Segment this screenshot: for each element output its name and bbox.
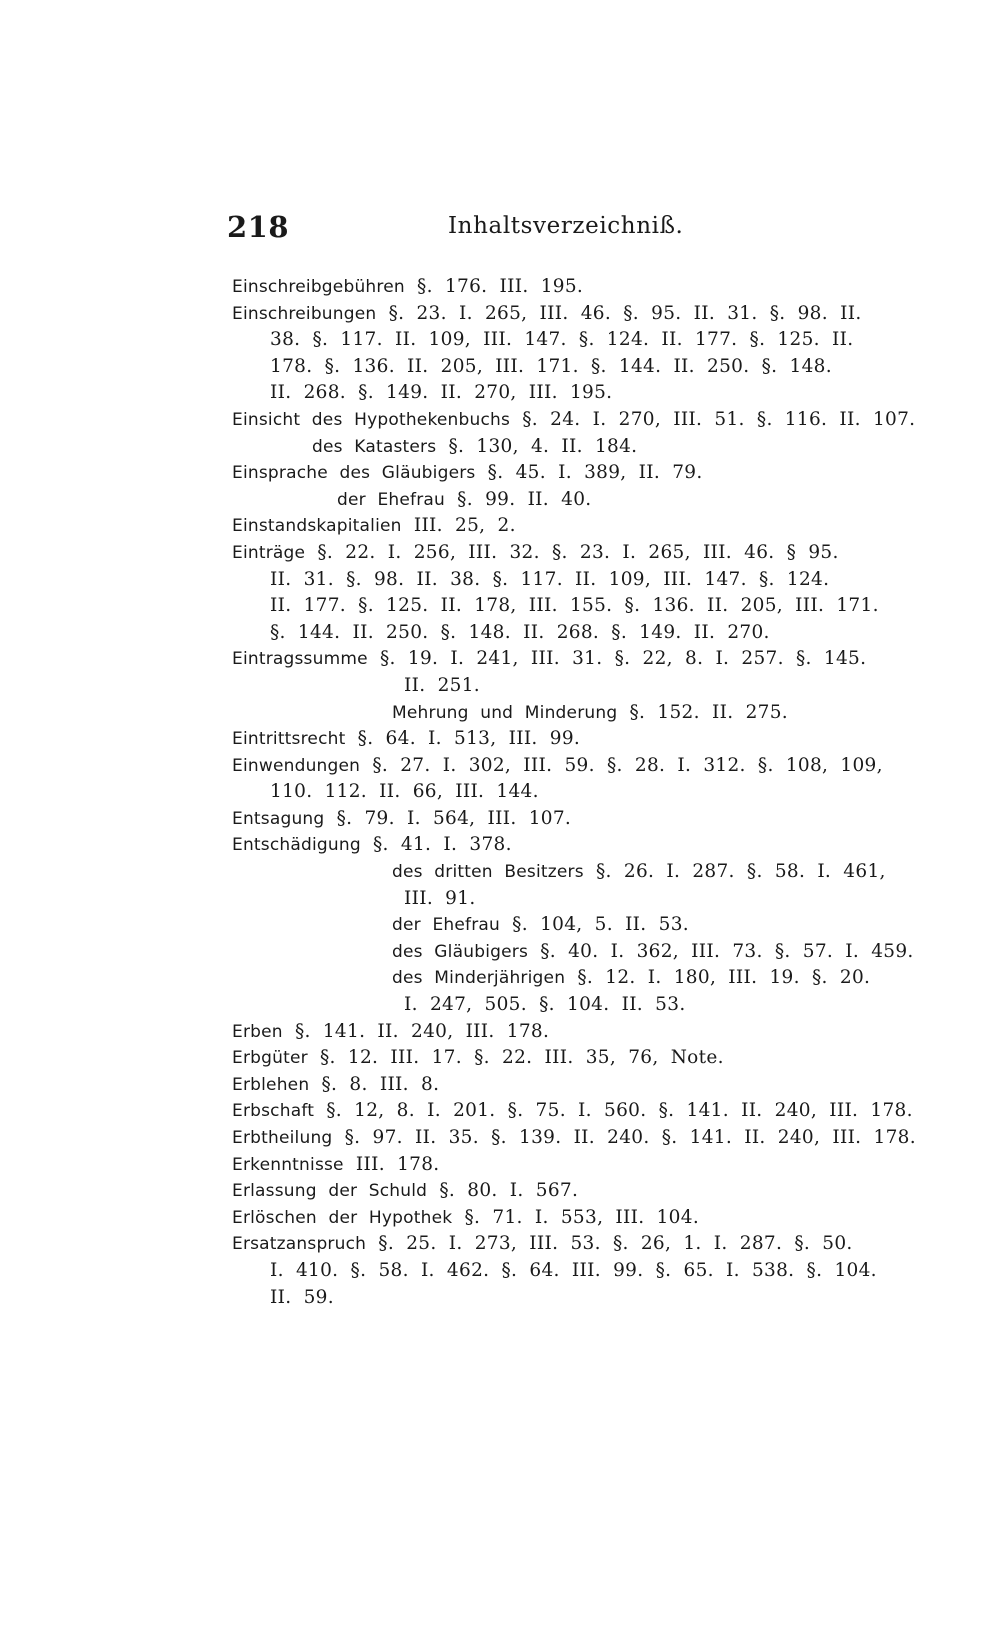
- entry-references: §. 80. I. 567.: [427, 1180, 579, 1202]
- index-entry: [232, 301, 872, 328]
- entry-references: §. 23. I. 265, III. 46. §. 95. II. 31. §. 98. II.: [376, 302, 862, 324]
- entry-continuation: II. 31. §. 98. II. 38. §. 117. II. 109, III. 147. §. 124.: [270, 568, 830, 590]
- entry-references: §. 12. I. 180, III. 19. §. 20.: [565, 967, 871, 989]
- subentry-heading: Mehrung und Minderung: [392, 702, 618, 723]
- entry-references: §. 40. I. 362, III. 73. §. 57. I. 459.: [528, 940, 914, 962]
- entry-heading: Eintrittsrecht: [232, 729, 346, 750]
- entry-heading: Erben: [232, 1021, 283, 1042]
- entry-references: §. 12, 8. I. 201. §. 75. I. 560. §. 141. II. 240, III. 178.: [314, 1100, 913, 1122]
- entry-references: §. 104, 5. II. 53.: [499, 914, 689, 936]
- entry-references: §. 99. II. 40.: [444, 488, 592, 510]
- index-entry: [232, 806, 872, 833]
- entry-heading: Einsicht des Hypothekenbuchs: [232, 409, 511, 430]
- entry-heading: Einschreibgebühren: [232, 277, 405, 297]
- entry-continuation: III. 91.: [404, 887, 476, 909]
- entry-references: §. 22. I. 256, III. 32. §. 23. I. 265, III. 46. § 95.: [305, 541, 839, 563]
- entry-continuation: I. 247, 505. §. 104. II. 53.: [404, 994, 686, 1016]
- entry-heading: Entsagung: [232, 808, 325, 829]
- entry-references: §. 45. I. 389, II. 79.: [475, 462, 703, 484]
- subentry-heading: des dritten Besitzers: [392, 862, 584, 883]
- entry-heading: Einschreibungen: [232, 303, 377, 324]
- entry-heading: Einsprache des Gläubigers: [232, 463, 476, 484]
- index-entry: [232, 407, 916, 434]
- entry-references: §. 71. I. 553, III. 104.: [452, 1206, 700, 1228]
- entry-references: §. 25. I. 273, III. 53. §. 26, 1. I. 287. §. 50.: [366, 1233, 853, 1255]
- entry-heading: Erkenntnisse: [232, 1154, 344, 1175]
- index-entry: [232, 540, 872, 567]
- entry-continuation: II. 268. §. 149. II. 270, III. 195.: [270, 382, 613, 404]
- subentry-heading: des Katasters: [312, 436, 437, 457]
- entry-continuation: I. 410. §. 58. I. 462. §. 64. III. 99. §. 65. I. 538. §. 104.: [270, 1259, 877, 1281]
- index-entry: [232, 1019, 872, 1046]
- index-entry: [232, 1231, 872, 1258]
- index-subentry: [232, 939, 914, 966]
- entry-heading: Einstandskapitalien: [232, 516, 402, 537]
- entry-heading: Einwendungen: [232, 755, 361, 776]
- index-entry: [232, 726, 872, 753]
- index-subentry: [232, 965, 872, 992]
- entry-continuation: II. 177. §. 125. II. 178, III. 155. §. 136. II. 205, III. 171.: [270, 595, 879, 617]
- entry-references: §. 41. I. 378.: [360, 834, 512, 856]
- entry-heading: Eintragssumme: [232, 649, 368, 670]
- running-header: [0, 210, 1000, 250]
- index-subentry: [232, 859, 886, 886]
- subentry-heading: der Ehefrau: [392, 915, 500, 936]
- entry-references: §. 97. II. 35. §. 139. II. 240. §. 141. II. 240, III. 178.: [332, 1127, 916, 1148]
- entry-references: §. 8. III. 8.: [309, 1073, 440, 1095]
- index-entry: [232, 646, 872, 673]
- entry-heading: Erlöschen der Hypothek: [232, 1207, 453, 1228]
- entry-references: §. 130, 4. II. 184.: [436, 435, 638, 457]
- index-subentry: [232, 700, 872, 727]
- entry-references: §. 12. III. 17. §. 22. III. 35, 76, Note.: [307, 1047, 724, 1069]
- subentry-heading: des Minderjährigen: [392, 968, 566, 989]
- page-number: 218: [227, 210, 290, 244]
- index-entry: [232, 1125, 916, 1152]
- index-subentry: [232, 487, 872, 514]
- index-entry: [232, 1045, 872, 1072]
- index-entry: [232, 274, 872, 301]
- index-entry: [232, 1098, 913, 1125]
- index-list: [232, 274, 916, 1311]
- subentry-heading: des Gläubigers: [392, 941, 529, 962]
- entry-heading: Einträge: [232, 542, 306, 563]
- index-entry: [232, 513, 872, 540]
- index-entry: [232, 1072, 872, 1099]
- entry-heading: Ersatzanspruch: [232, 1234, 367, 1255]
- entry-heading: Erlassung der Schuld: [232, 1181, 428, 1202]
- entry-continuation: II. 59.: [270, 1286, 334, 1308]
- subentry-heading: der Ehefrau: [337, 489, 445, 510]
- entry-references: §. 64. I. 513, III. 99.: [345, 728, 581, 750]
- entry-references: III. 25, 2.: [401, 515, 516, 537]
- index-entry: [232, 1178, 872, 1205]
- index-entry: [232, 832, 872, 859]
- entry-continuation: §. 144. II. 250. §. 148. II. 268. §. 149. II. 270.: [270, 621, 770, 643]
- running-title: Inhaltsverzeichniß.: [448, 213, 684, 239]
- entry-continuation: 38. §. 117. II. 109, III. 147. §. 124. II. 177. §. 125. II.: [270, 329, 854, 351]
- entry-continuation: 110. 112. II. 66, III. 144.: [270, 781, 539, 803]
- entry-references: §. 27. I. 302, III. 59. §. 28. I. 312. §. 108, 109,: [360, 754, 883, 776]
- entry-heading: Erbschaft: [232, 1101, 315, 1122]
- entry-references: §. 26. I. 287. §. 58. I. 461,: [583, 861, 886, 883]
- entry-references: §. 141. II. 240, III. 178.: [282, 1020, 550, 1042]
- entry-references: §. 152. II. 275.: [617, 701, 788, 723]
- entry-continuation: 178. §. 136. II. 205, III. 171. §. 144. II. 250. §. 148.: [270, 355, 832, 377]
- index-entry: [232, 1205, 872, 1232]
- entry-heading: Erbgüter: [232, 1048, 308, 1069]
- entry-heading: Entschädigung: [232, 835, 361, 856]
- index-subentry: [232, 434, 872, 461]
- index-entry: [232, 1152, 872, 1179]
- entry-references: §. 24. I. 270, III. 51. §. 116. II. 107.: [510, 408, 916, 430]
- entry-references: III. 178.: [343, 1153, 440, 1175]
- entry-references: §. 79. I. 564, III. 107.: [324, 807, 572, 829]
- index-entry: [232, 460, 872, 487]
- entry-continuation: II. 251.: [404, 674, 480, 696]
- entry-heading: Erbtheilung: [232, 1128, 333, 1148]
- entry-references: §. 19. I. 241, III. 31. §. 22, 8. I. 257. §. 145.: [367, 648, 867, 670]
- index-subentry: [232, 912, 872, 939]
- entry-heading: Erblehen: [232, 1074, 310, 1095]
- entry-references: §. 176. III. 195.: [404, 276, 584, 297]
- index-entry: [232, 753, 883, 780]
